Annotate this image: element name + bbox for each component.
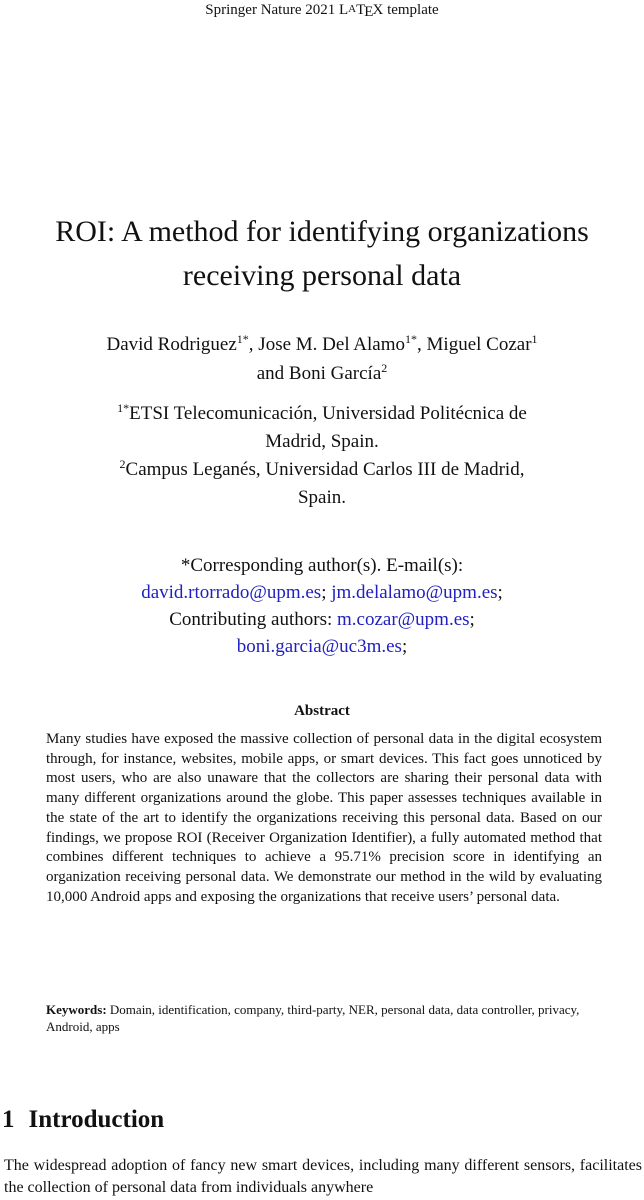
author-name: Miguel Cozar xyxy=(426,334,532,355)
affiliations xyxy=(0,400,644,512)
latex-logo: LATEX xyxy=(339,2,384,20)
author-name: David Rodriguez xyxy=(106,334,237,355)
keywords xyxy=(46,1001,602,1035)
author-name: Boni García xyxy=(288,363,382,384)
paper-title xyxy=(0,210,644,298)
contributing-line: Contributing authors: m.cozar@upm.es; xyxy=(169,609,475,630)
keywords-text: Domain, identification, company, third-party, NER, personal data, data controller, privacy, Android, apps xyxy=(46,1002,580,1034)
email-link[interactable]: boni.garcia@uc3m.es xyxy=(236,636,402,657)
contributing-label: Contributing authors: xyxy=(169,609,338,630)
author-affil-mark: 1 xyxy=(531,332,538,346)
running-header xyxy=(0,0,644,21)
title-line-2: receiving personal data xyxy=(182,259,462,292)
authors-line-1: David Rodriguez$^{1*}$, Jose M. Del Alamo$^{1*}$, Miguel Cozar$^1$ xyxy=(106,332,538,355)
abstract-heading: Abstract xyxy=(294,703,350,719)
title-line-1: ROI: A method for identifying organizations xyxy=(55,215,589,248)
section-heading xyxy=(2,1106,164,1134)
author-affil-mark: 1* xyxy=(405,332,418,346)
author-list xyxy=(0,330,644,388)
affiliation-1-line-1: $^{1*}$ETSI Telecomunicación, Universidad Politécnica de xyxy=(117,401,527,424)
section-number: 1 xyxy=(2,1106,15,1133)
intro-paragraph: The widespread adoption of fancy new smart devices, including many different sensors, facilitates the collection of personal data from individuals anywhere xyxy=(4,1157,642,1196)
running-title-suffix: template xyxy=(383,2,439,18)
author-name: Jose M. Del Alamo xyxy=(258,334,406,355)
keywords-label: Keywords: xyxy=(46,1002,107,1017)
authors-line-2: and Boni García$^2$ xyxy=(256,361,388,384)
author-affil-mark: 2 xyxy=(381,361,388,375)
running-title-prefix: Springer Nature 2021 xyxy=(205,2,339,18)
abstract-text: Many studies have exposed the massive collection of personal data in the digital ecosystem through, for instance, websites, mobile apps, or smart devices. This fact goes unnoticed by most users, who are also unaware that the collectors are sharing their personal data with many different organizations around the globe. This paper assesses techniques available in the state of the art to identify the organizations receiving this personal data. Based on our findings, we propose ROI (Receiver Organization Identifier), a fully automated method that combines different techniques to achieve a 95.71% precision score in identifying an organization receiving personal data. We demonstrate our method in the wild by evaluating 10,000 Android apps and exposing the organizations that receive users’ personal data. xyxy=(46,731,602,905)
affiliation-2-line-1: $^2$Campus Leganés, Universidad Carlos III de Madrid, xyxy=(119,457,525,480)
correspondence xyxy=(0,552,644,660)
email-link[interactable]: david.rtorrado@upm.es xyxy=(141,582,322,603)
section-title: Introduction xyxy=(28,1106,165,1133)
contributing-line-2: boni.garcia@uc3m.es; xyxy=(236,636,408,657)
email-link[interactable]: m.cozar@upm.es xyxy=(337,609,470,630)
corresponding-emails: david.rtorrado@upm.es; jm.delalamo@upm.es; xyxy=(141,582,503,603)
corresponding-label: *Corresponding author(s). E-mail(s): xyxy=(180,555,464,576)
affiliation-2-line-2: Spain. xyxy=(297,487,347,508)
author-affil-mark: 1* xyxy=(236,332,249,346)
email-link[interactable]: jm.delalamo@upm.es xyxy=(331,582,498,603)
affiliation-1-line-2: Madrid, Spain. xyxy=(265,431,379,452)
